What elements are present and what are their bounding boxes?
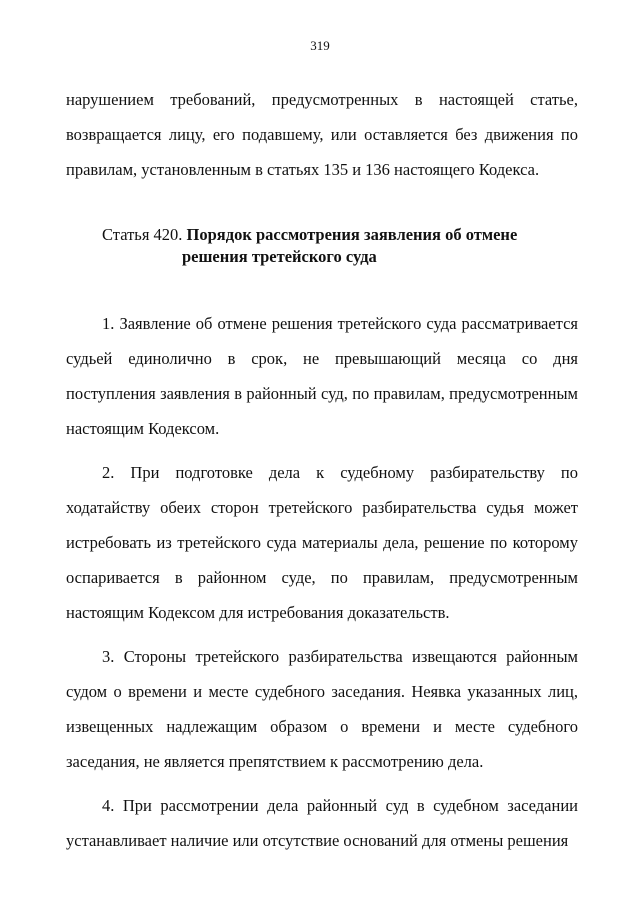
continuation-text: нарушением требований, предусмотренных в настоящей статье, возвращается лицу, его подавшему, или оставляется без движения по правилам, установленным в статьях 135 и 136 настоящего Кодекса. [66,90,578,179]
paragraph-1: 1. Заявление об отмене решения третейского суда рассматривается судьей единолично в срок, не превышающий месяца со дня поступления заявления в районный суд, по правилам, предусмотренным настоящим Кодексом. [66,314,578,438]
continuation-paragraph [66,82,578,187]
article-heading [102,224,582,268]
paragraph-4: 4. При рассмотрении дела районный суд в судебном заседании устанавливает наличие или отсутствие оснований для отмены решения [66,796,578,850]
paragraph-3: 3. Стороны третейского разбирательства извещаются районным судом о времени и месте судебного заседания. Неявка указанных лиц, извещенных надлежащим образом о времени и месте судебного заседания, не является препятствием к рассмотрению дела. [66,647,578,771]
article-title-line1: Порядок рассмотрения заявления об отмене [186,225,518,244]
page-number: 319 [310,38,330,53]
article-body [66,306,578,867]
article-label: Статья 420. [102,225,183,244]
article-title-line2: решения третейского суда [182,247,377,266]
paragraph-2: 2. При подготовке дела к судебному разбирательству по ходатайству обеих сторон третейского разбирательства судья может истребовать из третейского суда материалы дела, решение по которому оспаривается в районном суде, по правилам, предусмотренным настоящим Кодексом для истребования доказательств. [66,463,578,622]
